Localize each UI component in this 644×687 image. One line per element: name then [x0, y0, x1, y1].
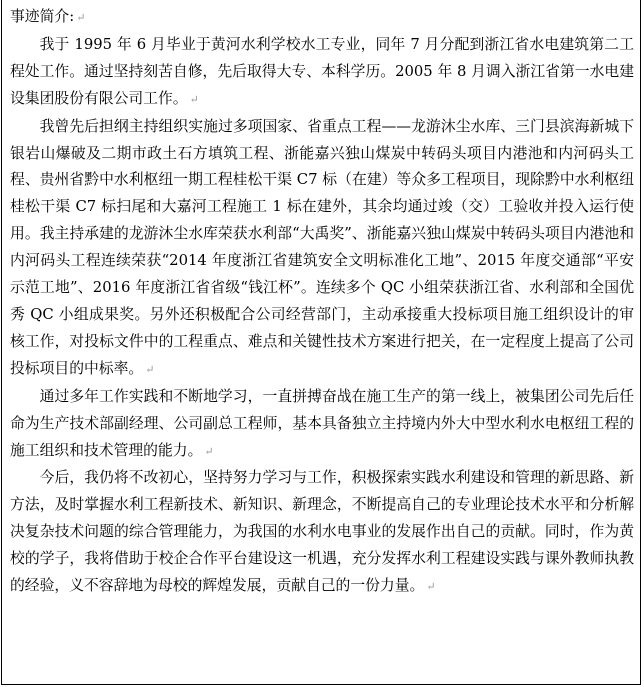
paragraph-mark: ↵ — [426, 580, 436, 594]
document-text-box — [1, 0, 641, 685]
paragraph-3: 通过多年工作实践和不断地学习，一直拼搏奋战在施工生产的第一线上，被集团公司先后任命为生产技术部副经理、公司副总工程师，基本具备独立主持境内外大中型水利水电枢纽工程的施工组织和技术管理的能力。 ↵ — [10, 387, 634, 459]
paragraph-4: 今后，我仍将不改初心，坚持努力学习与工作，积极探索实践水利建设和管理的新思路、新方法，及时掌握水利工程新技术、新知识、新理念，不断提高自己的专业理论技术水平和分析解决复杂技术问题的综合管理能力，为我国的水利水电事业的发展作出自己的贡献。同时，作为黄校的学子，我将借助于校企合作平台建设这一机遇，充分发挥水利工程建设实践与课外教师执教的经验，义不容辞地为母校的辉煌发展，贡献自己的一份力量。 ↵ — [10, 469, 634, 595]
paragraph-mark: ↵ — [189, 92, 199, 106]
paragraph-mark: ↵ — [145, 362, 155, 376]
paragraph-mark: ↵ — [204, 444, 214, 458]
document-heading: 事迹简介: ↵ — [10, 8, 86, 25]
paragraph-2: 我曾先后担纲主持组织实施过多项国家、省重点工程——龙游沐尘水库、三门县滨海新城下银岩山爆破及二期市政土石方填筑工程、浙能嘉兴独山煤炭中转码头项目内港池和内河码头工程、贵州省黔中水利枢纽一期工程桂松干渠 C7 标（在建）等众多工程项目，现除黔中水利枢纽桂松干渠 C7 标扫尾和大嘉河工程施工 1 标在建外，其余均通过竣（交）工验收并投入运行使用。我主持承建的龙游沐尘水库荣获水利部“大禹奖”、浙能嘉兴独山煤炭中转码头项目内港池和内河码头工程连续荣获“2014 年度浙江省建筑安全文明标准化工地”、2015 年度交通部“平安示范工地”、2016 年度浙江省省级“钱江杯”。连续多个 QC 小组荣获浙江省、水利部和全国优秀 QC 小组成果奖。另外还积极配合公司经营部门，主动承接重大投标项目施工组织设计的审核工作，对投标文件中的工程重点、难点和关键性技术方案进行把关，在一定程度上提高了公司投标项目的中标率。 ↵ — [10, 117, 634, 377]
line-break-mark: ↵ — [76, 11, 86, 24]
paragraph-1: 我于 1995 年 6 月毕业于黄河水利学校水工专业，同年 7 月分配到浙江省水电建筑第二工程处工作。通过坚持刻苦自修，先后取得大专、本科学历。2005 年 8 月调入浙江省第一水电建设集团股份有限公司工作。 ↵ — [10, 35, 634, 107]
